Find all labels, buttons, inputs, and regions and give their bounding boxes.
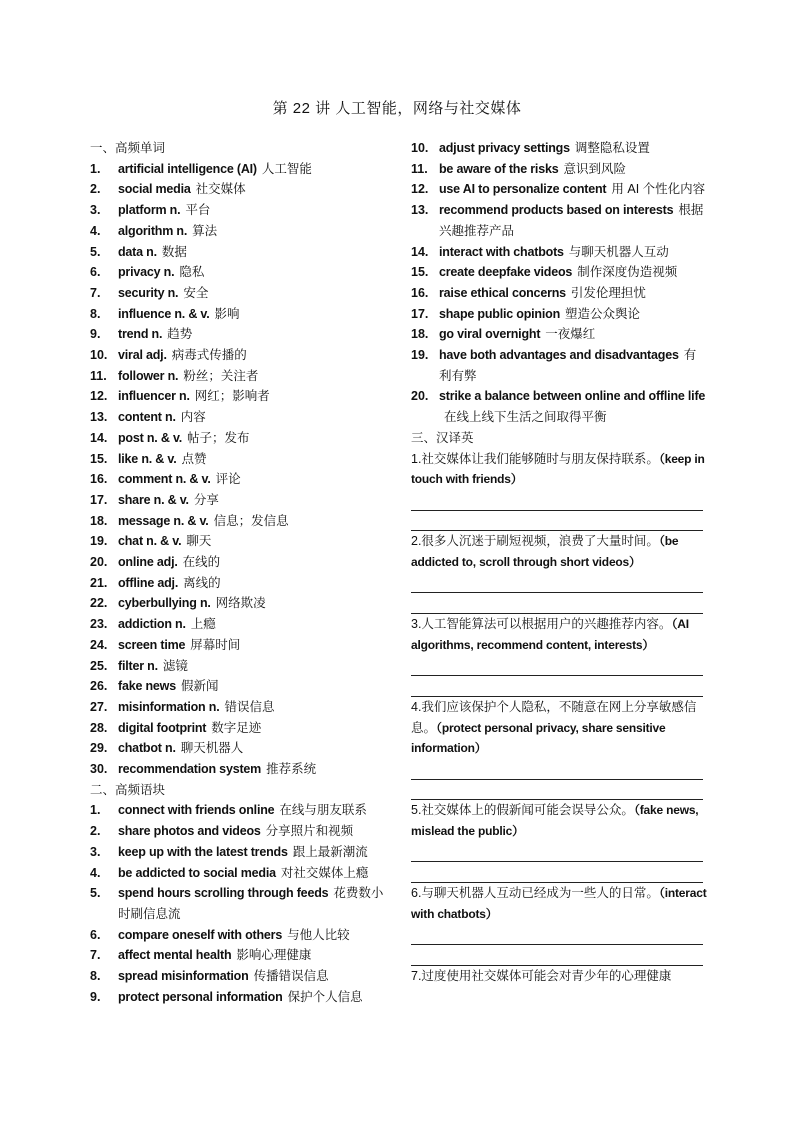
item-english: like n. & v. — [118, 451, 177, 466]
item-chinese: 信息；发信息 — [213, 513, 289, 528]
item-number: 5. — [90, 244, 101, 259]
item-english: message n. & v. — [118, 513, 209, 528]
item-chinese: 离线的 — [183, 575, 221, 590]
item-text — [118, 635, 390, 656]
translation-list — [411, 449, 707, 987]
item-chinese: 粉丝；关注者 — [183, 368, 259, 383]
item-number: 29. — [90, 741, 108, 756]
phrase-item — [411, 179, 707, 200]
item-chinese: 人工智能 — [261, 161, 312, 176]
item-english: fake news — [118, 679, 176, 694]
item-english: chat n. & v. — [118, 534, 182, 549]
phrase-item — [90, 987, 390, 1008]
item-number: 6. — [90, 265, 101, 280]
item-chinese: 上瘾 — [190, 617, 216, 632]
item-english: misinformation n. — [118, 699, 220, 714]
item-english: cyberbullying n. — [118, 596, 211, 611]
vocab-item — [90, 656, 390, 677]
vocab-item — [90, 511, 390, 532]
item-number: 16. — [90, 472, 108, 487]
item-chinese: 平台 — [185, 203, 211, 218]
translation-question — [411, 449, 707, 532]
item-number: 14. — [90, 430, 108, 445]
vocab-item — [90, 386, 390, 407]
translation-question — [411, 614, 707, 697]
item-number: 11. — [90, 368, 107, 383]
item-english: content n. — [118, 410, 176, 425]
item-english: viral adj. — [118, 348, 167, 363]
item-number: 8. — [90, 969, 101, 984]
item-chinese: 评论 — [215, 472, 241, 487]
page-title: 第 22 讲 人工智能，网络与社交媒体 — [272, 100, 522, 117]
vocab-item — [90, 676, 390, 697]
item-chinese: 传播错误信息 — [253, 969, 329, 984]
item-english: interact with chatbots — [439, 244, 564, 259]
item-chinese: 分享 — [193, 492, 219, 507]
vocab-list — [90, 159, 390, 780]
item-english: post n. & v. — [118, 430, 183, 445]
question-text — [411, 800, 707, 841]
item-chinese: 跟上最新潮流 — [292, 844, 368, 859]
item-chinese: 与聊天机器人互动 — [568, 244, 669, 259]
item-chinese: 分享照片和视频 — [265, 824, 354, 839]
phrase-item — [411, 262, 707, 283]
answer-line[interactable] — [411, 780, 703, 801]
item-number: 10. — [411, 141, 429, 155]
item-english: strike a balance between online and offline life — [439, 389, 706, 404]
item-chinese: 保护个人信息 — [287, 989, 363, 1004]
item-english: keep up with the latest trends — [118, 844, 288, 859]
item-number: 12. — [90, 389, 108, 404]
item-text — [439, 242, 707, 263]
item-text — [439, 304, 707, 325]
item-chinese: 帖子；发布 — [187, 430, 250, 445]
answer-line[interactable] — [411, 573, 703, 594]
phrase-item — [411, 324, 707, 345]
question-text — [411, 449, 707, 490]
item-number: 7. — [90, 285, 101, 300]
vocab-item — [90, 635, 390, 656]
item-chinese: 网络欺凌 — [215, 596, 266, 611]
item-english: recommendation system — [118, 762, 262, 777]
translation-question — [411, 800, 707, 883]
phrase-item — [90, 966, 390, 987]
item-chinese: 聊天 — [186, 534, 212, 549]
item-chinese: 点赞 — [181, 451, 207, 466]
answer-line[interactable] — [411, 842, 703, 863]
item-english: spend hours scrolling through feeds — [118, 886, 329, 901]
item-text — [439, 283, 707, 304]
question-chinese: 7.过度使用社交媒体可能会对青少年的心理健康 — [411, 968, 672, 983]
item-chinese: 一夜爆红 — [545, 327, 596, 342]
item-chinese: 算法 — [192, 223, 218, 238]
phrase-item — [411, 200, 707, 241]
item-english: online adj. — [118, 555, 178, 570]
item-english: be addicted to social media — [118, 865, 276, 880]
item-number: 3. — [90, 203, 101, 218]
item-number: 9. — [90, 989, 101, 1004]
phrase-item — [411, 304, 707, 325]
item-number: 21. — [90, 575, 108, 590]
item-number: 8. — [90, 306, 101, 321]
item-number: 19. — [90, 534, 108, 549]
question-hint: （interact with chatbots） — [411, 886, 707, 921]
vocab-item — [90, 262, 390, 283]
item-text — [118, 221, 390, 242]
item-text — [118, 925, 390, 946]
phrase-list-part2 — [411, 138, 707, 428]
item-english: offline adj. — [118, 575, 179, 590]
item-text — [118, 800, 390, 821]
item-text — [118, 552, 390, 573]
item-text — [118, 697, 390, 718]
item-number: 10. — [90, 348, 108, 363]
item-text — [118, 283, 390, 304]
item-english: privacy n. — [118, 265, 175, 280]
item-text — [118, 593, 390, 614]
item-number: 2. — [90, 824, 101, 839]
section1-heading: 一、高频单词 — [90, 141, 166, 155]
left-column — [90, 138, 390, 1008]
item-text — [118, 676, 390, 697]
vocab-item — [90, 407, 390, 428]
item-chinese: 屏幕时间 — [190, 637, 241, 652]
question-hint: （AI algorithms, recommend content, interests） — [411, 617, 689, 652]
vocab-item — [90, 179, 390, 200]
item-text — [118, 324, 390, 345]
question-chinese: 2.很多人沉迷于刷短视频，浪费了大量时间。 — [411, 534, 659, 549]
item-number: 15. — [90, 451, 108, 466]
item-text — [439, 179, 707, 200]
answer-line[interactable] — [411, 656, 703, 677]
answer-line[interactable] — [411, 759, 703, 780]
item-number: 20. — [90, 555, 108, 570]
item-english: security n. — [118, 285, 179, 300]
phrase-item — [90, 842, 390, 863]
vocab-item — [90, 242, 390, 263]
item-text — [118, 262, 390, 283]
item-chinese: 推荐系统 — [266, 762, 317, 777]
phrase-item — [90, 883, 390, 924]
translation-question — [411, 966, 707, 987]
item-text — [118, 407, 390, 428]
question-text — [411, 614, 707, 655]
vocab-item — [90, 428, 390, 449]
item-chinese: 数字足迹 — [211, 720, 262, 735]
item-chinese: 病毒式传播的 — [171, 348, 247, 363]
item-text — [118, 945, 390, 966]
item-chinese: 在线与朋友联系 — [279, 803, 367, 818]
item-chinese: 影响 — [214, 306, 240, 321]
item-number: 13. — [90, 410, 108, 425]
question-text — [411, 697, 707, 759]
item-text — [118, 987, 390, 1008]
item-chinese: 引发伦理担忧 — [570, 285, 646, 300]
translation-question — [411, 883, 707, 966]
phrase-item — [90, 945, 390, 966]
item-english: artificial intelligence (AI) — [118, 161, 257, 176]
item-number: 24. — [90, 637, 108, 652]
vocab-item — [90, 552, 390, 573]
question-hint: （keep in touch with friends） — [411, 451, 705, 487]
phrase-item — [411, 386, 707, 427]
item-text — [118, 718, 390, 739]
item-number: 5. — [90, 886, 101, 901]
item-text — [118, 883, 390, 924]
item-english: go viral overnight — [439, 327, 541, 342]
vocab-item — [90, 283, 390, 304]
item-number: 16. — [411, 285, 429, 300]
answer-line[interactable] — [411, 490, 703, 511]
item-text — [118, 159, 390, 180]
item-number: 11. — [411, 161, 428, 176]
item-english: algorithm n. — [118, 223, 188, 238]
phrase-item — [90, 821, 390, 842]
question-chinese: 4.我们应该保护个人隐私，不随意在网上分享敏感信息。 — [411, 699, 697, 735]
item-text — [118, 428, 390, 449]
item-text — [118, 304, 390, 325]
item-text — [118, 759, 390, 780]
phrase-item — [90, 863, 390, 884]
vocab-item — [90, 324, 390, 345]
item-chinese: 假新闻 — [180, 679, 219, 694]
item-text — [439, 345, 707, 386]
item-number: 23. — [90, 617, 108, 632]
item-text — [118, 531, 390, 552]
question-hint: （fake news, mislead the public） — [411, 803, 699, 839]
vocab-item — [90, 200, 390, 221]
question-text — [411, 966, 707, 987]
vocab-item — [90, 159, 390, 180]
item-english: protect personal information — [118, 989, 283, 1004]
answer-line[interactable] — [411, 862, 703, 883]
item-text — [439, 262, 707, 283]
item-number: 17. — [90, 492, 108, 507]
vocab-item — [90, 304, 390, 325]
item-text — [118, 573, 390, 594]
item-english: addiction n. — [118, 617, 186, 632]
item-number: 20. — [411, 389, 429, 404]
item-number: 1. — [90, 161, 101, 176]
item-chinese: 用 AI 个性化内容 — [611, 182, 706, 197]
item-english: share photos and videos — [118, 824, 261, 839]
item-text — [118, 386, 390, 407]
item-english: create deepfake videos — [439, 265, 573, 280]
translation-question — [411, 531, 707, 614]
item-chinese: 隐私 — [179, 265, 205, 280]
question-hint: （be addicted to, scroll through short videos） — [411, 534, 679, 570]
item-number: 4. — [90, 865, 101, 880]
item-chinese: 调整隐私设置 — [574, 141, 650, 155]
item-number: 19. — [411, 348, 429, 363]
item-english: digital footprint — [118, 720, 207, 735]
answer-line[interactable] — [411, 945, 703, 966]
item-chinese: 有利有弊 — [439, 348, 697, 383]
item-chinese: 在线上线下生活之间取得平衡 — [444, 410, 607, 425]
vocab-item — [90, 614, 390, 635]
item-chinese: 错误信息 — [224, 699, 275, 714]
phrase-item — [411, 345, 707, 386]
item-text — [118, 449, 390, 470]
item-number: 13. — [411, 203, 429, 218]
item-english: be aware of the risks — [439, 161, 559, 176]
item-english: adjust privacy settings — [439, 141, 570, 155]
item-number: 7. — [90, 948, 101, 963]
item-number: 4. — [90, 223, 101, 238]
item-number: 12. — [411, 182, 429, 197]
item-text — [439, 386, 707, 427]
item-english: trend n. — [118, 327, 163, 342]
item-text — [118, 366, 390, 387]
vocab-item — [90, 345, 390, 366]
item-chinese: 在线的 — [182, 555, 221, 570]
item-text — [118, 179, 390, 200]
phrase-item — [411, 159, 707, 180]
item-chinese: 安全 — [183, 285, 209, 300]
item-chinese: 趋势 — [167, 327, 193, 342]
vocab-item — [90, 573, 390, 594]
vocab-item — [90, 366, 390, 387]
item-text — [118, 242, 390, 263]
item-number: 6. — [90, 927, 101, 942]
item-text — [118, 490, 390, 511]
phrase-item — [90, 800, 390, 821]
item-chinese: 对社交媒体上瘾 — [280, 865, 369, 880]
item-english: affect mental health — [118, 948, 232, 963]
item-number: 27. — [90, 699, 108, 714]
item-number: 22. — [90, 596, 108, 611]
item-number: 9. — [90, 327, 101, 342]
answer-line[interactable] — [411, 676, 703, 697]
item-chinese: 网红；影响者 — [194, 389, 270, 404]
item-number: 1. — [90, 803, 101, 818]
item-english: follower n. — [118, 368, 179, 383]
item-chinese: 滤镜 — [162, 658, 188, 673]
item-chinese: 塑造公众舆论 — [565, 306, 641, 321]
item-chinese: 社交媒体 — [195, 182, 246, 197]
item-chinese: 意识到风险 — [563, 161, 626, 176]
vocab-item — [90, 531, 390, 552]
section3-heading: 三、汉译英 — [411, 430, 474, 445]
item-number: 18. — [411, 327, 429, 342]
item-chinese: 制作深度伪造视频 — [577, 265, 678, 280]
item-english: raise ethical concerns — [439, 285, 566, 300]
question-text — [411, 531, 707, 572]
item-english: data n. — [118, 244, 157, 259]
vocab-item — [90, 738, 390, 759]
item-text — [439, 324, 707, 345]
item-text — [118, 469, 390, 490]
item-english: comment n. & v. — [118, 472, 211, 487]
item-chinese: 聊天机器人 — [180, 741, 244, 756]
vocab-item — [90, 490, 390, 511]
phrase-item — [90, 925, 390, 946]
question-text — [411, 883, 707, 924]
vocab-item — [90, 697, 390, 718]
item-text — [118, 966, 390, 987]
item-chinese: 花费数小时刷信息流 — [118, 886, 384, 921]
item-number: 17. — [411, 306, 429, 321]
item-text — [118, 345, 390, 366]
item-english: social media — [118, 182, 191, 197]
item-text — [439, 138, 707, 159]
item-number: 26. — [90, 679, 108, 694]
item-number: 18. — [90, 513, 108, 528]
item-chinese: 内容 — [180, 410, 206, 425]
phrase-item — [411, 283, 707, 304]
item-number: 3. — [90, 844, 101, 859]
vocab-item — [90, 469, 390, 490]
question-chinese: 3.人工智能算法可以根据用户的兴趣推荐内容。 — [411, 617, 672, 632]
question-chinese: 1.社交媒体让我们能够随时与朋友保持联系。 — [411, 451, 659, 466]
item-chinese: 与他人比较 — [287, 927, 350, 942]
vocab-item — [90, 449, 390, 470]
item-text — [118, 200, 390, 221]
item-text — [118, 511, 390, 532]
item-english: recommend products based on interests — [439, 203, 674, 218]
phrase-item — [411, 242, 707, 263]
item-english: use AI to personalize content — [439, 182, 607, 197]
item-english: filter n. — [118, 658, 158, 673]
item-text — [118, 821, 390, 842]
right-column — [411, 138, 707, 987]
item-chinese: 影响心理健康 — [236, 948, 312, 963]
vocab-item — [90, 718, 390, 739]
item-number: 30. — [90, 762, 108, 777]
question-chinese: 5.社交媒体上的假新闻可能会误导公众。 — [411, 803, 634, 818]
item-english: compare oneself with others — [118, 927, 283, 942]
section2-heading: 二、高频语块 — [90, 782, 166, 797]
item-chinese: 数据 — [161, 244, 187, 259]
item-english: share n. & v. — [118, 492, 189, 507]
item-english: platform n. — [118, 203, 181, 218]
item-text — [118, 738, 390, 759]
item-english: spread misinformation — [118, 969, 249, 984]
item-english: connect with friends online — [118, 803, 275, 818]
item-text — [118, 863, 390, 884]
vocab-item — [90, 221, 390, 242]
item-text — [439, 200, 707, 241]
item-text — [118, 842, 390, 863]
item-number: 28. — [90, 720, 108, 735]
vocab-item — [90, 593, 390, 614]
item-chinese: 根据兴趣推荐产品 — [439, 203, 704, 238]
item-number: 15. — [411, 265, 429, 280]
phrase-item — [411, 138, 707, 159]
answer-line[interactable] — [411, 925, 703, 946]
question-chinese: 6.与聊天机器人互动已经成为一些人的日常。 — [411, 886, 659, 901]
translation-question — [411, 697, 707, 800]
item-number: 14. — [411, 244, 429, 259]
question-hint: （protect personal privacy, share sensitive information） — [411, 720, 666, 756]
item-text — [118, 656, 390, 677]
item-english: chatbot n. — [118, 741, 176, 756]
item-number: 2. — [90, 182, 101, 197]
item-english: screen time — [118, 637, 186, 652]
vocab-item — [90, 759, 390, 780]
item-text — [118, 614, 390, 635]
item-english: have both advantages and disadvantages — [439, 348, 679, 363]
answer-line[interactable] — [411, 593, 703, 614]
answer-line[interactable] — [411, 511, 703, 532]
item-text — [439, 159, 707, 180]
item-number: 25. — [90, 658, 108, 673]
item-english: shape public opinion — [439, 306, 561, 321]
item-english: influencer n. — [118, 389, 190, 404]
item-english: influence n. & v. — [118, 306, 210, 321]
phrase-list-part1 — [90, 800, 390, 1007]
